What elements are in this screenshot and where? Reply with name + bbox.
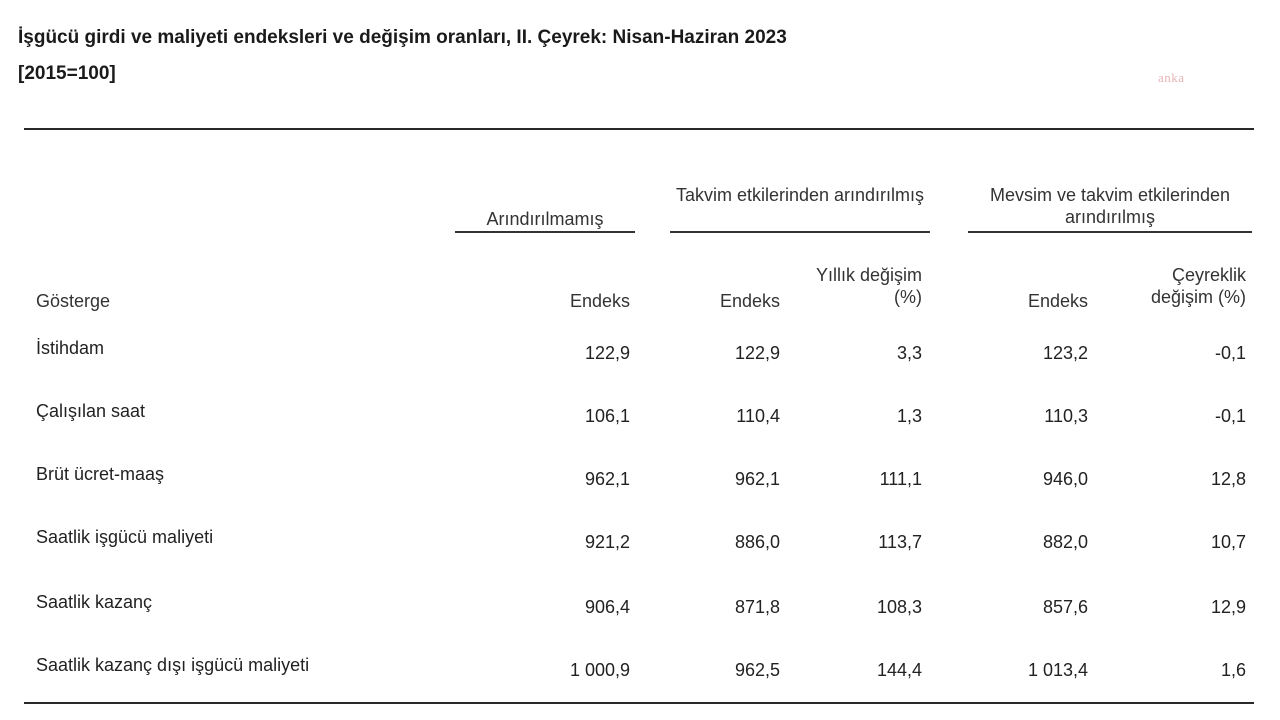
raw-index-cell: 962,1 bbox=[584, 469, 630, 489]
row-label: Çalışılan saat bbox=[36, 401, 146, 421]
sea-index-cell: 1 013,4 bbox=[1027, 660, 1088, 680]
cal-annual-cell: 1,3 bbox=[896, 406, 922, 426]
row-label: İstihdam bbox=[36, 338, 105, 358]
column-header-cal-annual: Yıllık değişim (%) bbox=[815, 265, 922, 307]
sea-quarterly-cell: 10,7 bbox=[1210, 532, 1246, 552]
column-header-indicator: Gösterge bbox=[36, 291, 111, 311]
cal-index-cell: 886,0 bbox=[734, 532, 780, 552]
sea-quarterly-cell: -0,1 bbox=[1214, 406, 1246, 426]
group-underline-calendar bbox=[670, 231, 930, 233]
raw-index-cell: 122,9 bbox=[584, 343, 630, 363]
sea-index-cell: 110,3 bbox=[1044, 406, 1088, 426]
cal-index-cell: 871,8 bbox=[734, 597, 780, 617]
group-header-calendar: Takvim etkilerinden arındırılmış bbox=[675, 185, 925, 205]
sea-index-cell: 882,0 bbox=[1042, 532, 1088, 552]
sea-quarterly-cell: 12,8 bbox=[1210, 469, 1246, 489]
column-header-sea-quarterly: Çeyreklik değişim (%) bbox=[1150, 265, 1246, 307]
group-header-raw: Arındırılmamış bbox=[486, 209, 604, 229]
row-label: Brüt ücret-maaş bbox=[36, 464, 165, 484]
row-label: Saatlik işgücü maliyeti bbox=[36, 527, 214, 547]
column-header-raw-index: Endeks bbox=[569, 291, 630, 311]
cal-annual-cell: 3,3 bbox=[896, 343, 922, 363]
sea-index-cell: 857,6 bbox=[1042, 597, 1088, 617]
cal-annual-cell: 108,3 bbox=[876, 597, 922, 617]
group-underline-raw bbox=[455, 231, 635, 233]
table-title: İşgücü girdi ve maliyeti endeksleri ve değişim oranları, II. Çeyrek: Nisan-Haziran 2023 bbox=[18, 27, 787, 48]
raw-index-cell: 106,1 bbox=[584, 406, 630, 426]
raw-index-cell: 921,2 bbox=[584, 532, 630, 552]
group-header-seasonal: Mevsim ve takvim etkilerinden arındırılmış bbox=[989, 185, 1231, 227]
cal-index-cell: 110,4 bbox=[736, 406, 780, 426]
cal-index-cell: 962,5 bbox=[734, 660, 780, 680]
cal-index-cell: 122,9 bbox=[734, 343, 780, 363]
raw-index-cell: 1 000,9 bbox=[569, 660, 630, 680]
sea-quarterly-cell: -0,1 bbox=[1214, 343, 1246, 363]
cal-index-cell: 962,1 bbox=[734, 469, 780, 489]
group-underline-seasonal bbox=[968, 231, 1252, 233]
watermark-logo: anka bbox=[1158, 70, 1185, 85]
column-header-sea-index: Endeks bbox=[1027, 291, 1088, 311]
top-rule bbox=[24, 128, 1254, 130]
column-header-cal-index: Endeks bbox=[719, 291, 780, 311]
bottom-rule bbox=[24, 702, 1254, 704]
row-label: Saatlik kazanç dışı işgücü maliyeti bbox=[36, 655, 310, 675]
cal-annual-cell: 111,1 bbox=[879, 469, 922, 489]
row-label: Saatlik kazanç bbox=[36, 592, 153, 612]
base-year-note: [2015=100] bbox=[18, 63, 116, 84]
cal-annual-cell: 144,4 bbox=[876, 660, 922, 680]
sea-index-cell: 946,0 bbox=[1042, 469, 1088, 489]
sea-index-cell: 123,2 bbox=[1042, 343, 1088, 363]
sea-quarterly-cell: 1,6 bbox=[1220, 660, 1246, 680]
cal-annual-cell: 113,7 bbox=[878, 532, 922, 552]
raw-index-cell: 906,4 bbox=[584, 597, 630, 617]
sea-quarterly-cell: 12,9 bbox=[1210, 597, 1246, 617]
